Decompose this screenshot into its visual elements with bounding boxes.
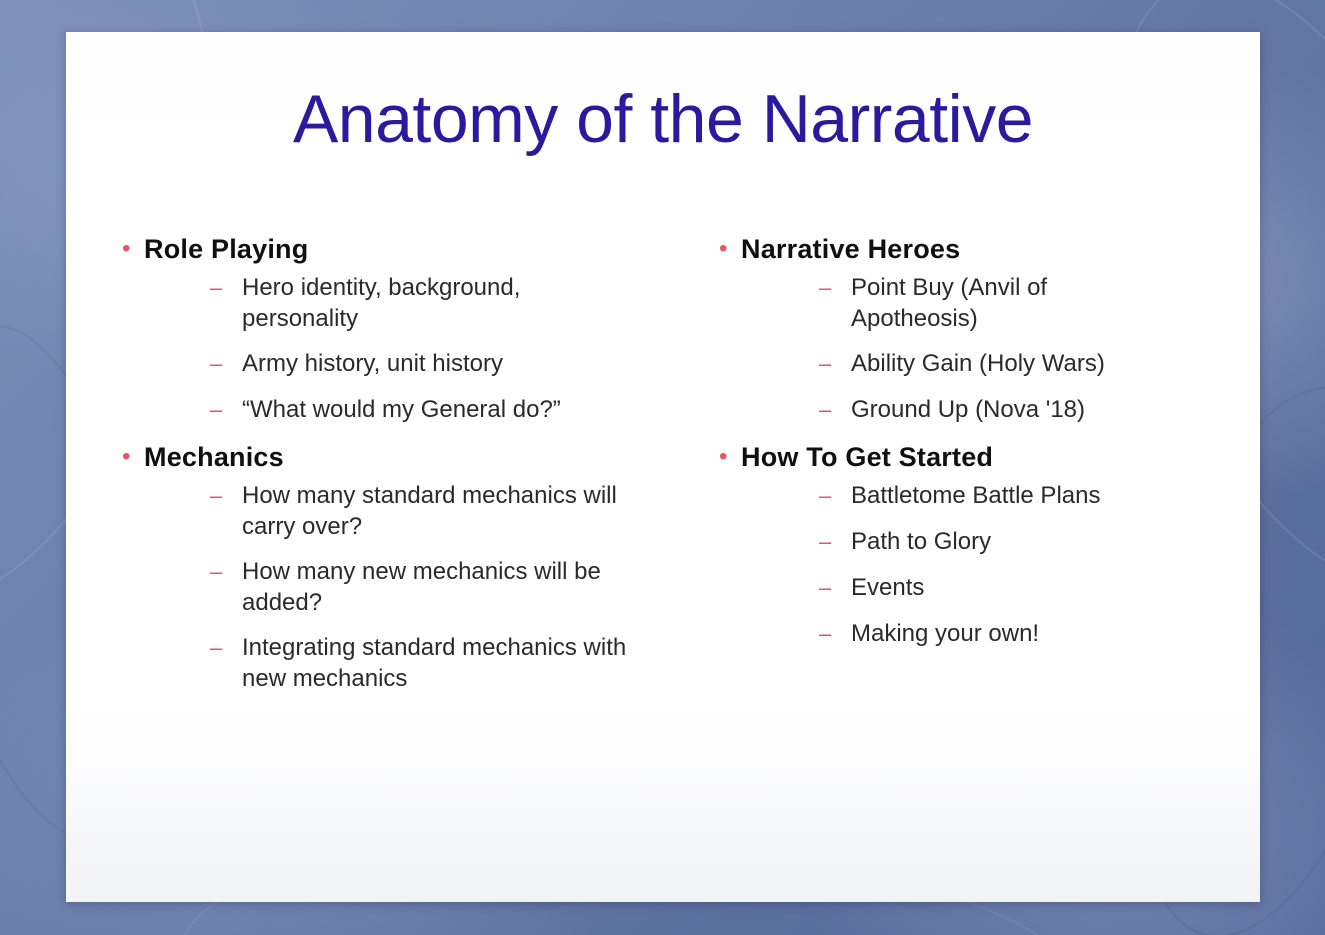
list-item-label: Making your own! (851, 620, 1040, 647)
dash-icon: – (210, 275, 223, 300)
section-role-playing (122, 232, 635, 426)
section-items (122, 480, 635, 694)
section-heading: Mechanics (144, 442, 284, 472)
bullet-icon: • (122, 235, 131, 262)
bullet-icon: • (122, 443, 131, 470)
list-item (122, 556, 635, 618)
list-item-label: Events (851, 574, 925, 601)
dash-icon: – (819, 275, 832, 300)
dash-icon: – (210, 559, 223, 584)
section-heading-row (122, 440, 635, 474)
slide-body-columns (66, 232, 1260, 708)
list-item-label: Path to Glory (851, 528, 992, 555)
bullet-icon: • (719, 235, 728, 262)
list-item (719, 272, 1232, 334)
dash-icon: – (819, 621, 832, 646)
list-item (719, 572, 1232, 604)
section-narrative-heroes (719, 232, 1232, 426)
list-item (719, 480, 1232, 512)
list-item-label: Ability Gain (Holy Wars) (851, 350, 1105, 377)
section-heading: Role Playing (144, 234, 309, 264)
list-item (122, 480, 635, 542)
list-item-label: How many standard mechanics will carry over? (242, 482, 617, 540)
section-items (719, 480, 1232, 650)
section-how-to-get-started (719, 440, 1232, 650)
dash-icon: – (210, 635, 223, 660)
list-item (122, 348, 635, 380)
dash-icon: – (819, 529, 832, 554)
dash-icon: – (210, 397, 223, 422)
section-mechanics (122, 440, 635, 694)
dash-icon: – (210, 483, 223, 508)
list-item-label: Point Buy (Anvil of Apotheosis) (851, 274, 1048, 332)
list-item (122, 272, 635, 334)
section-heading: Narrative Heroes (741, 234, 961, 264)
section-heading-row (719, 232, 1232, 266)
right-column (663, 232, 1260, 708)
list-item-label: Ground Up (Nova '18) (851, 396, 1086, 423)
list-item (719, 394, 1232, 426)
list-item (719, 348, 1232, 380)
dash-icon: – (210, 351, 223, 376)
dash-icon: – (819, 397, 832, 422)
left-column (66, 232, 663, 708)
slide-card (66, 32, 1260, 902)
list-item-label: Battletome Battle Plans (851, 482, 1101, 509)
section-items (719, 272, 1232, 426)
section-items (122, 272, 635, 426)
dash-icon: – (819, 483, 832, 508)
list-item-label: “What would my General do?” (242, 396, 561, 423)
dash-icon: – (819, 351, 832, 376)
section-heading-row (122, 232, 635, 266)
list-item (719, 526, 1232, 558)
bullet-icon: • (719, 443, 728, 470)
list-item (719, 618, 1232, 650)
list-item-label: How many new mechanics will be added? (242, 558, 601, 616)
list-item (122, 632, 635, 694)
list-item-label: Hero identity, background, personality (242, 274, 521, 332)
list-item-label: Integrating standard mechanics with new mechanics (242, 634, 627, 692)
section-heading: How To Get Started (741, 442, 994, 472)
dash-icon: – (819, 575, 832, 600)
slide-title: Anatomy of the Narrative (292, 81, 1034, 157)
list-item-label: Army history, unit history (242, 350, 503, 377)
list-item (122, 394, 635, 426)
section-heading-row (719, 440, 1232, 474)
